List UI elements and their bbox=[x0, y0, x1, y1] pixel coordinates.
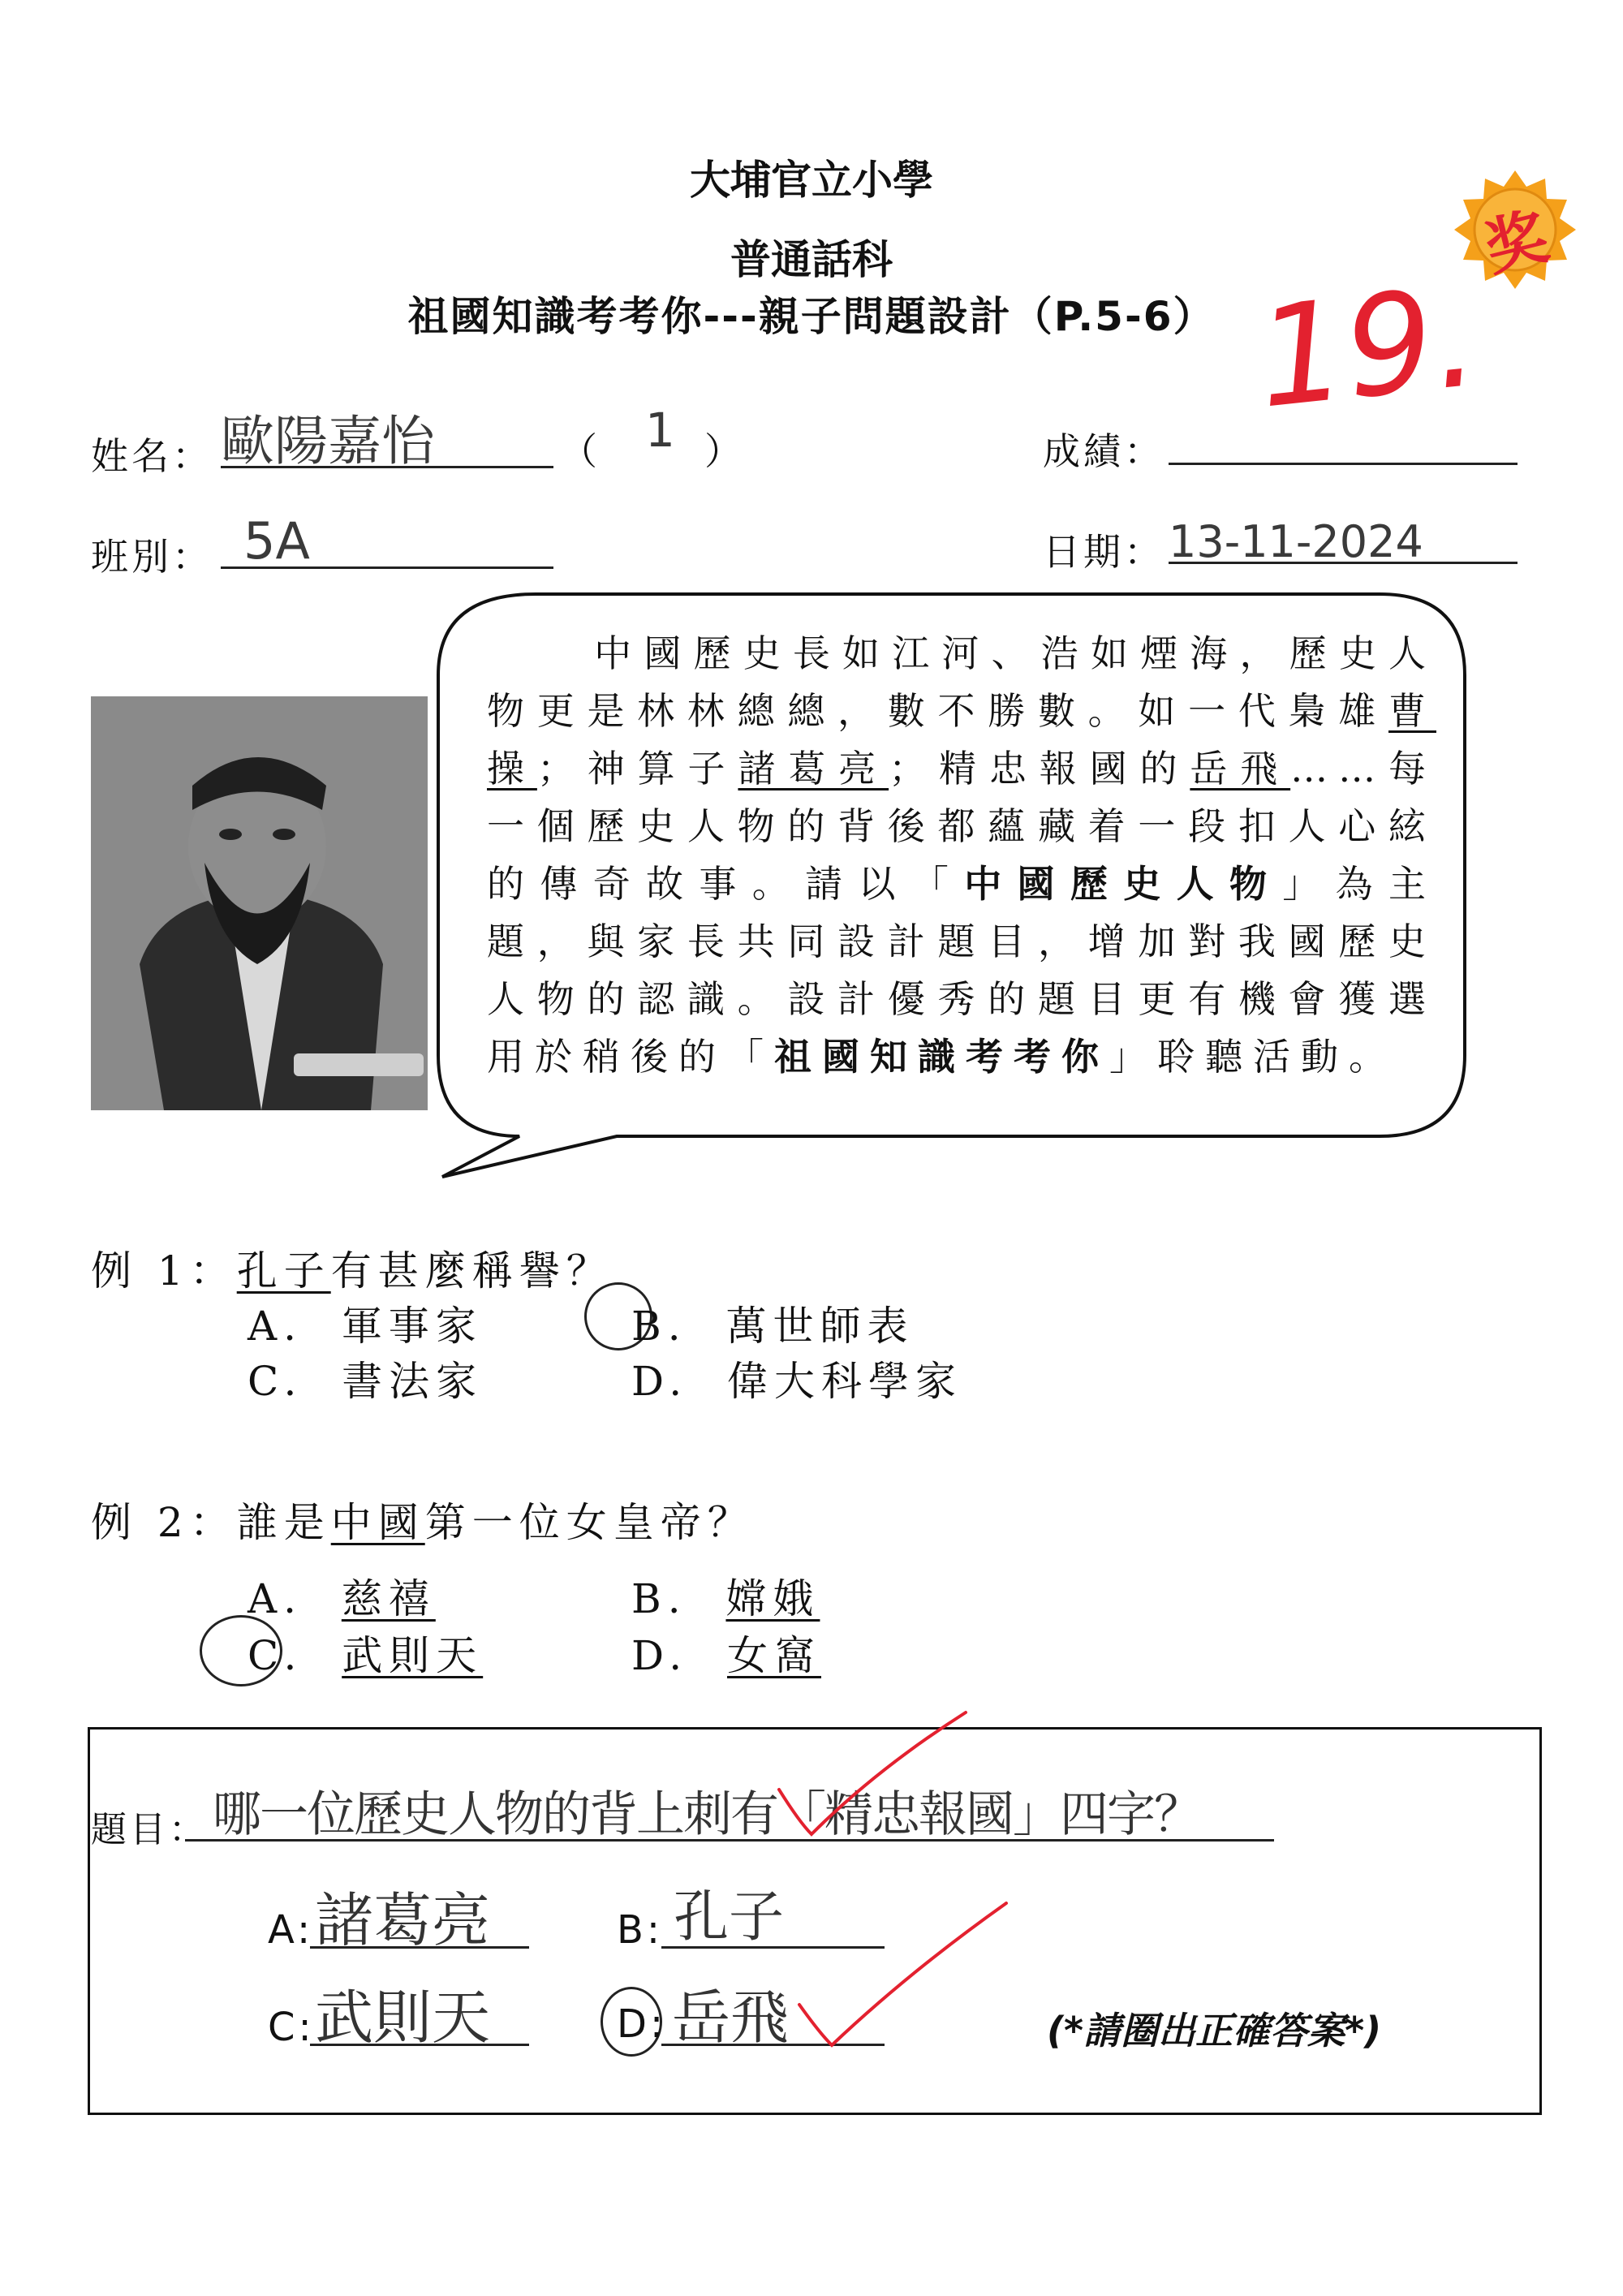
intro-text-6: 」聆聽活動。 bbox=[1109, 1035, 1397, 1079]
name-label: 姓名： bbox=[91, 434, 213, 478]
designed-option-d-underline bbox=[661, 2044, 885, 2046]
example1-subject: 孔子 bbox=[236, 1247, 331, 1294]
option-separator: : bbox=[649, 2001, 667, 2047]
example1-option-b bbox=[631, 1294, 914, 1352]
example2-label: 例 2： bbox=[91, 1499, 237, 1546]
subject-name: 普通話科 bbox=[730, 236, 893, 283]
intro-text-2: ；神算子 bbox=[536, 747, 738, 790]
option-letter: C bbox=[248, 1632, 284, 1679]
class-number-value: 1 bbox=[645, 403, 675, 458]
designed-option-c-underline bbox=[310, 2044, 529, 2046]
circle-instruction: (*請圈出正確答案*) bbox=[1047, 2009, 1382, 2053]
option-letter: D. bbox=[631, 1358, 689, 1405]
designed-option-d-letter bbox=[617, 2001, 666, 2047]
school-name: 大埔官立小學 bbox=[690, 157, 933, 204]
option-letter: D bbox=[617, 2001, 650, 2047]
grade-label: 成績： bbox=[1043, 429, 1165, 473]
example1-question-text: 有甚麼稱譽？ bbox=[330, 1247, 613, 1294]
designed-option-a-underline bbox=[310, 1946, 529, 1949]
designed-question-label: 題目： bbox=[91, 1809, 208, 1850]
example2-place: 中國 bbox=[330, 1499, 425, 1546]
intro-text-1: 中國歷史長如江河、浩如煙海，歷史人物更是林林總總，數不勝數。如一代梟雄 bbox=[487, 631, 1436, 733]
option-text: 慈禧 bbox=[341, 1575, 436, 1622]
designed-option-c-text: 武則天 bbox=[315, 1984, 491, 2052]
example2-option-a bbox=[248, 1566, 436, 1625]
option-letter: A. bbox=[248, 1575, 304, 1622]
worksheet-title: 祖國知識考考你---親子問題設計（P.5-6） bbox=[407, 293, 1216, 340]
designed-question-text: 哪一位歷史人物的背上刺有「精忠報國」四字？ bbox=[213, 1786, 1201, 1843]
date-value: 13-11-2024 bbox=[1169, 516, 1423, 567]
designed-option-d-text: 岳飛 bbox=[672, 1984, 790, 2052]
option-letter: C. bbox=[248, 1358, 304, 1405]
example1-option-c bbox=[248, 1349, 483, 1407]
example2-option-d bbox=[631, 1623, 821, 1682]
option-letter: A. bbox=[248, 1303, 304, 1350]
example2-option-c bbox=[248, 1623, 483, 1682]
designed-question-underline bbox=[185, 1839, 1274, 1842]
designed-option-a-text: 諸葛亮 bbox=[315, 1886, 491, 1954]
intro-text-4: ……每一個歷史人物的背後都蘊藏着一段扣人心絃的傳奇故事。請以「 bbox=[487, 747, 1437, 906]
award-stamp-text: 奖 bbox=[1477, 199, 1556, 285]
option-text: 武則天 bbox=[342, 1632, 484, 1679]
option-letter: B bbox=[631, 1303, 668, 1350]
intro-name-cao-cao: 曹操 bbox=[487, 689, 1436, 790]
option-text: 女窩 bbox=[727, 1632, 821, 1679]
designed-option-b-letter: B: bbox=[617, 1907, 664, 1953]
intro-text-3: ；精忠報國的 bbox=[889, 747, 1190, 790]
example2-question bbox=[91, 1490, 755, 1549]
intro-theme: 中國歷史人物 bbox=[964, 862, 1283, 906]
example2-option-b bbox=[631, 1566, 820, 1625]
example2-question-start: 誰是 bbox=[236, 1499, 331, 1546]
intro-name-zhuge-liang: 諸葛亮 bbox=[738, 747, 889, 790]
grade-handwritten: 19. bbox=[1250, 256, 1485, 440]
example1-label: 例 1： bbox=[91, 1247, 237, 1294]
example1-option-a bbox=[248, 1294, 483, 1352]
option-text: 軍事家 bbox=[341, 1303, 483, 1350]
option-text: 萬世師表 bbox=[725, 1303, 915, 1350]
designed-option-a-letter: A: bbox=[268, 1907, 314, 1953]
option-text: 偉大科學家 bbox=[727, 1358, 962, 1405]
name-value: 歐陽嘉怡 bbox=[221, 410, 435, 472]
example2-question-end: 第一位女皇帝？ bbox=[424, 1499, 755, 1546]
option-separator: . bbox=[283, 1632, 304, 1679]
class-label: 班別： bbox=[91, 535, 213, 579]
class-number-open: （ bbox=[560, 429, 601, 473]
date-label: 日期： bbox=[1043, 530, 1165, 574]
designed-option-b-underline bbox=[661, 1946, 885, 1949]
designed-option-b-text: 孔子 bbox=[674, 1885, 785, 1949]
class-number-close: ） bbox=[704, 429, 745, 473]
intro-name-yue-fei: 岳飛 bbox=[1190, 747, 1291, 790]
option-letter: B. bbox=[631, 1575, 687, 1622]
class-value: 5A bbox=[243, 511, 310, 571]
example1-question bbox=[91, 1238, 613, 1297]
option-text: 書法家 bbox=[342, 1358, 484, 1405]
option-letter: D. bbox=[631, 1632, 689, 1679]
option-text: 嫦娥 bbox=[725, 1575, 820, 1622]
option-separator: . bbox=[667, 1303, 687, 1350]
intro-text-5: 」為主題，與家長共同設計題目，增加對我國歷史人物的認識。設計優秀的題目更有機會獲選用於稍後的「 bbox=[487, 862, 1437, 1079]
intro-activity: 祖國知識考考你 bbox=[774, 1035, 1109, 1079]
intro-paragraph bbox=[487, 625, 1436, 1086]
example1-option-d bbox=[631, 1349, 962, 1407]
designed-option-c-letter: C: bbox=[268, 2005, 315, 2050]
